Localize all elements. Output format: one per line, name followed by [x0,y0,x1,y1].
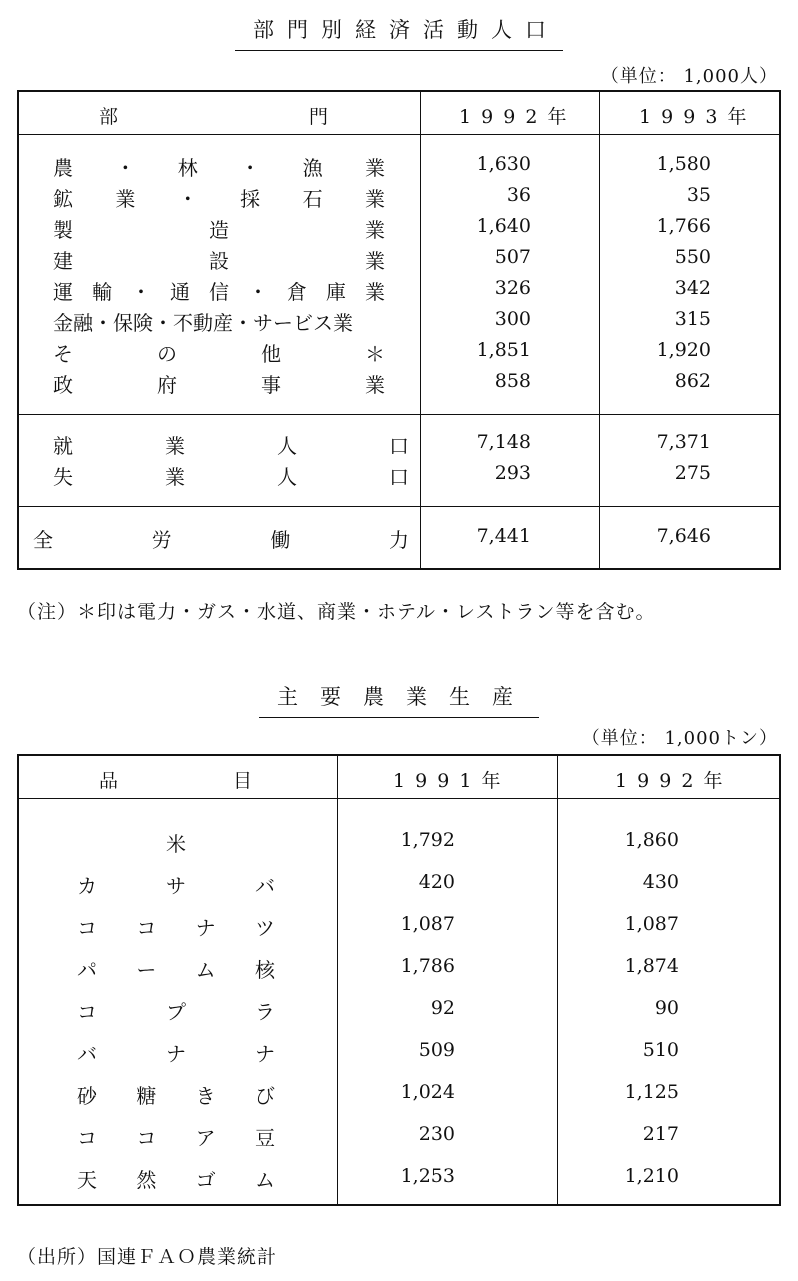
row-label-char: カ [77,874,97,898]
table1-col-divider [599,92,600,568]
row-label-char: ラ [255,1000,275,1024]
value-cell: 1,125 [624,1081,679,1103]
row-label-char: 米 [166,832,186,856]
row-label [53,183,385,212]
row-label-char: コ [136,916,157,940]
value-cell: 326 [494,277,531,299]
table2-header-item-left: 品 [99,770,119,792]
value-cell: 858 [494,370,531,392]
value-cell: 420 [418,871,455,893]
row-label-char: 林 [177,156,198,180]
row-label [53,307,385,336]
row-label-char: 業 [365,280,385,304]
table1-header-1993: 1 9 9 3 年 [639,106,749,128]
table2-header-item-right: 目 [233,770,253,792]
row-label-char: 庫 [326,280,346,304]
row-label-char: 業 [364,156,385,180]
row-label-char: 建 [53,249,73,273]
row-label-char: パ [77,958,97,982]
row-label-char: サ [166,874,186,898]
row-label-char: ー [136,958,157,982]
row-label-char: ア [195,1126,216,1150]
row-label-char: 口 [389,434,409,458]
row-label-char: 業 [165,434,185,458]
value-cell: 1,920 [656,339,711,361]
row-label-char: 設 [209,249,229,273]
table1-col-divider [420,92,421,568]
table1-footnote: （注）＊印は電力・ガス・水道、商業・ホテル・レストラン等を含む。 [17,601,656,623]
row-label-char: 業 [365,218,385,242]
table2 [17,754,781,1206]
value-cell: 510 [642,1039,679,1061]
row-label [53,214,385,243]
row-label-char: プ [166,1000,186,1024]
row-label [53,152,385,181]
row-label-char: ＊ [365,342,385,366]
row-label-char: 金融・保険・不動産・サービス業 [53,311,353,335]
row-label-char: 就 [53,434,73,458]
row-label-char: ツ [254,916,275,940]
row-label [53,276,385,305]
value-cell: 92 [430,997,455,1019]
row-label [77,828,275,857]
value-cell: 550 [674,246,711,268]
row-label [77,1038,275,1067]
row-label-char: 業 [165,465,185,489]
table1-section-rule [19,506,779,507]
row-label-char: ム [254,1168,275,1192]
value-cell: 862 [674,370,711,392]
value-cell: 217 [642,1123,679,1145]
row-label-char: き [195,1084,216,1108]
row-label-char: 採 [240,187,261,211]
table1-unit: （単位： 1,000人） [600,66,778,87]
value-cell: 36 [506,184,531,206]
row-label-char: そ [53,342,73,366]
row-label-char: ナ [255,1042,275,1066]
row-label-char: 核 [254,958,275,982]
row-label [77,954,275,983]
table2-col-divider [557,756,558,1204]
row-label-char: 労 [151,528,172,552]
row-label-char: コ [77,1126,97,1150]
row-label-char: 漁 [302,156,323,180]
table1-header-1992: 1 9 9 2 年 [459,106,569,128]
table1-title: 部門別経済活動人口 [0,14,798,51]
row-label-char: 輸 [92,280,112,304]
row-label-char: ナ [195,916,216,940]
row-label-char: 業 [364,187,385,211]
value-cell: 293 [494,462,531,484]
value-cell: 1,766 [656,215,711,237]
row-label-char: ・ [240,156,261,180]
row-label-char: 通 [170,280,190,304]
table2-header-1991: 1 9 9 1 年 [393,770,503,792]
row-label-char: 豆 [254,1126,275,1150]
row-label-char: の [157,342,177,366]
row-label-char: 業 [365,249,385,273]
row-label-char: コ [77,916,97,940]
row-label-char: ・ [248,280,268,304]
table1-section-rule [19,414,779,415]
row-label-char: 全 [33,528,53,552]
table2-header-rule [19,798,779,799]
row-label-char: バ [77,1042,97,1066]
row-label-char: び [254,1084,275,1108]
table1-header-sector-right: 門 [309,106,329,128]
row-label-char: 働 [270,528,291,552]
table1-header-sector-left: 部 [99,106,119,128]
row-label-char: 口 [389,465,409,489]
value-cell: 230 [418,1123,455,1145]
row-label [53,430,409,459]
row-label-char: 運 [53,280,73,304]
value-cell: 1,024 [400,1081,455,1103]
row-label-char: 然 [136,1168,157,1192]
row-label-char: ム [195,958,216,982]
table1 [17,90,781,570]
value-cell: 315 [674,308,711,330]
row-label-char: 石 [302,187,323,211]
table2-header-1992: 1 9 9 2 年 [615,770,725,792]
row-label-char: 他 [261,342,281,366]
value-cell: 300 [494,308,531,330]
table2-title: 主要農業生産 [0,681,798,718]
value-cell: 7,646 [656,525,711,547]
row-label-char: ・ [115,156,136,180]
value-cell: 507 [494,246,531,268]
table1-header-rule [19,134,779,135]
row-label-char: ・ [131,280,151,304]
table2-source: （出所）国連ＦＡＯ農業統計 [17,1246,278,1268]
value-cell: 1,253 [400,1165,455,1187]
row-label-char: 人 [277,434,297,458]
row-label-char: 信 [209,280,229,304]
row-label-char: ゴ [195,1168,216,1192]
row-label-char: ・ [177,187,198,211]
row-label-char: 業 [365,373,385,397]
value-cell: 1,630 [476,153,531,175]
value-cell: 275 [674,462,711,484]
table2-unit: （単位： 1,000トン） [581,728,778,749]
value-cell: 1,860 [624,829,679,851]
value-cell: 509 [418,1039,455,1061]
row-label [77,1164,275,1193]
row-label [77,1122,275,1151]
row-label-char: 人 [277,465,297,489]
row-label-char: 天 [77,1168,97,1192]
row-label-char: ナ [166,1042,186,1066]
row-label [77,1080,275,1109]
value-cell: 342 [674,277,711,299]
value-cell: 1,792 [400,829,455,851]
row-label [77,912,275,941]
row-label-char: 倉 [287,280,307,304]
row-label [53,245,385,274]
value-cell: 1,580 [656,153,711,175]
row-label-char: 力 [388,528,409,552]
row-label-char: 造 [209,218,229,242]
row-label-char: 失 [53,465,73,489]
value-cell: 7,441 [476,525,531,547]
value-cell: 35 [686,184,711,206]
row-label-char: 事 [261,373,281,397]
row-label-char: 砂 [77,1084,97,1108]
row-label [77,870,275,899]
row-label-char: 府 [157,373,177,397]
value-cell: 1,210 [624,1165,679,1187]
value-cell: 430 [642,871,679,893]
row-label-char: 鉱 [53,187,73,211]
row-label-char: バ [255,874,275,898]
row-label [53,338,385,367]
table2-col-divider [337,756,338,1204]
value-cell: 1,851 [476,339,531,361]
row-label-char: 業 [115,187,136,211]
row-label-char: コ [77,1000,97,1024]
row-label [53,369,385,398]
value-cell: 1,874 [624,955,679,977]
row-label [33,524,409,553]
value-cell: 1,087 [624,913,679,935]
value-cell: 1,087 [400,913,455,935]
value-cell: 7,371 [656,431,711,453]
value-cell: 1,786 [400,955,455,977]
value-cell: 1,640 [476,215,531,237]
row-label-char: 製 [53,218,73,242]
row-label-char: コ [136,1126,157,1150]
value-cell: 90 [654,997,679,1019]
row-label-char: 農 [53,156,73,180]
row-label-char: 政 [53,373,73,397]
row-label [77,996,275,1025]
value-cell: 7,148 [476,431,531,453]
row-label [53,461,409,490]
row-label-char: 糖 [136,1084,157,1108]
